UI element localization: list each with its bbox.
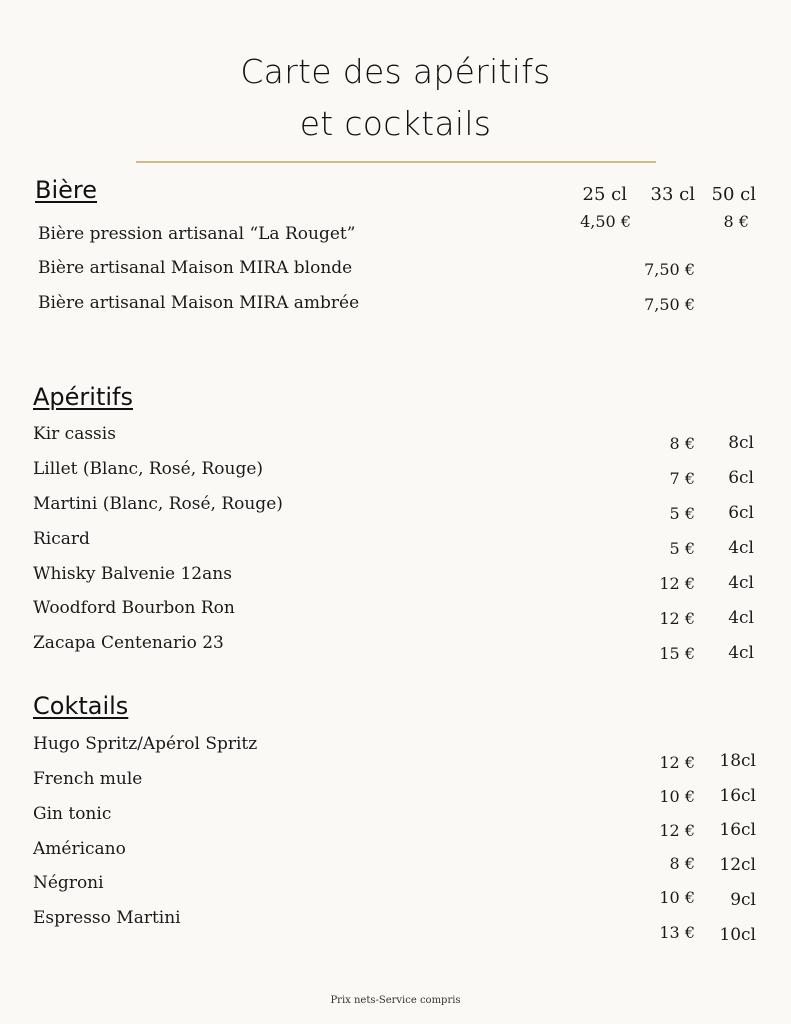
cocktail-item-name: Américano	[33, 839, 126, 859]
aperitif-item-price: 12 €	[659, 609, 695, 628]
cocktail-item-price: 8 €	[669, 854, 695, 873]
cocktail-item-name: Hugo Spritz/Apérol Spritz	[33, 734, 258, 754]
menu-title-line-1: Carte des apéritifs	[240, 52, 551, 91]
cocktail-item-name: Négroni	[33, 873, 104, 893]
column-header-50cl: 50 cl	[711, 184, 756, 205]
aperitif-item-price: 7 €	[669, 469, 695, 488]
aperitif-item-name: Woodford Bourbon Ron	[33, 598, 235, 618]
cocktail-item-name: French mule	[33, 769, 143, 789]
cocktail-item-volume: 18cl	[719, 751, 756, 771]
aperitif-item-price: 15 €	[659, 644, 695, 663]
cocktail-item-volume: 12cl	[719, 855, 756, 875]
menu-title-line-2: et cocktails	[299, 104, 492, 143]
aperitif-item-name: Ricard	[33, 529, 90, 549]
aperitif-item-volume: 6cl	[728, 503, 754, 523]
section-heading-biere: Bière	[35, 176, 98, 204]
aperitif-item-price: 5 €	[669, 539, 695, 558]
biere-item-price-25cl: 4,50 €	[580, 212, 631, 231]
cocktail-item-name: Espresso Martini	[33, 908, 181, 928]
biere-item-name: Bière artisanal Maison MIRA ambrée	[38, 293, 360, 313]
aperitif-item-price: 5 €	[669, 504, 695, 523]
cocktail-item-volume: 16cl	[719, 820, 756, 840]
aperitif-item-volume: 6cl	[728, 468, 754, 488]
aperitif-item-name: Lillet (Blanc, Rosé, Rouge)	[33, 459, 264, 479]
cocktail-item-price: 10 €	[659, 888, 695, 907]
cocktail-item-volume: 16cl	[719, 786, 756, 806]
cocktail-item-volume: 10cl	[719, 925, 756, 945]
section-heading-cocktails: Coktails	[33, 692, 129, 720]
cocktail-item-price: 10 €	[659, 787, 695, 806]
section-heading-aperitifs: Apéritifs	[33, 383, 133, 411]
cocktail-item-price: 13 €	[659, 923, 695, 942]
aperitif-item-price: 8 €	[669, 434, 695, 453]
title-divider	[136, 161, 656, 163]
aperitif-item-volume: 4cl	[728, 573, 754, 593]
cocktail-item-volume: 9cl	[730, 890, 756, 910]
aperitif-item-volume: 4cl	[728, 608, 754, 628]
biere-item-price-33cl: 7,50 €	[644, 295, 695, 314]
aperitif-item-name: Zacapa Centenario 23	[33, 633, 224, 653]
aperitif-item-volume: 4cl	[728, 643, 754, 663]
column-header-33cl: 33 cl	[650, 184, 695, 205]
aperitif-item-name: Whisky Balvenie 12ans	[33, 564, 232, 584]
biere-item-name: Bière artisanal Maison MIRA blonde	[38, 258, 353, 278]
aperitif-item-price: 12 €	[659, 574, 695, 593]
column-header-25cl: 25 cl	[582, 184, 627, 205]
aperitif-item-volume: 8cl	[728, 433, 754, 453]
biere-item-price-50cl: 8 €	[723, 212, 749, 231]
aperitif-item-name: Kir cassis	[33, 424, 116, 444]
biere-item-price-33cl: 7,50 €	[644, 260, 695, 279]
aperitif-item-volume: 4cl	[728, 538, 754, 558]
cocktail-item-name: Gin tonic	[33, 804, 112, 824]
cocktail-item-price: 12 €	[659, 753, 695, 772]
footer-note: Prix nets-Service compris	[330, 995, 461, 1006]
biere-item-name: Bière pression artisanal “La Rouget”	[38, 224, 356, 244]
cocktail-item-price: 12 €	[659, 821, 695, 840]
aperitif-item-name: Martini (Blanc, Rosé, Rouge)	[33, 494, 283, 514]
